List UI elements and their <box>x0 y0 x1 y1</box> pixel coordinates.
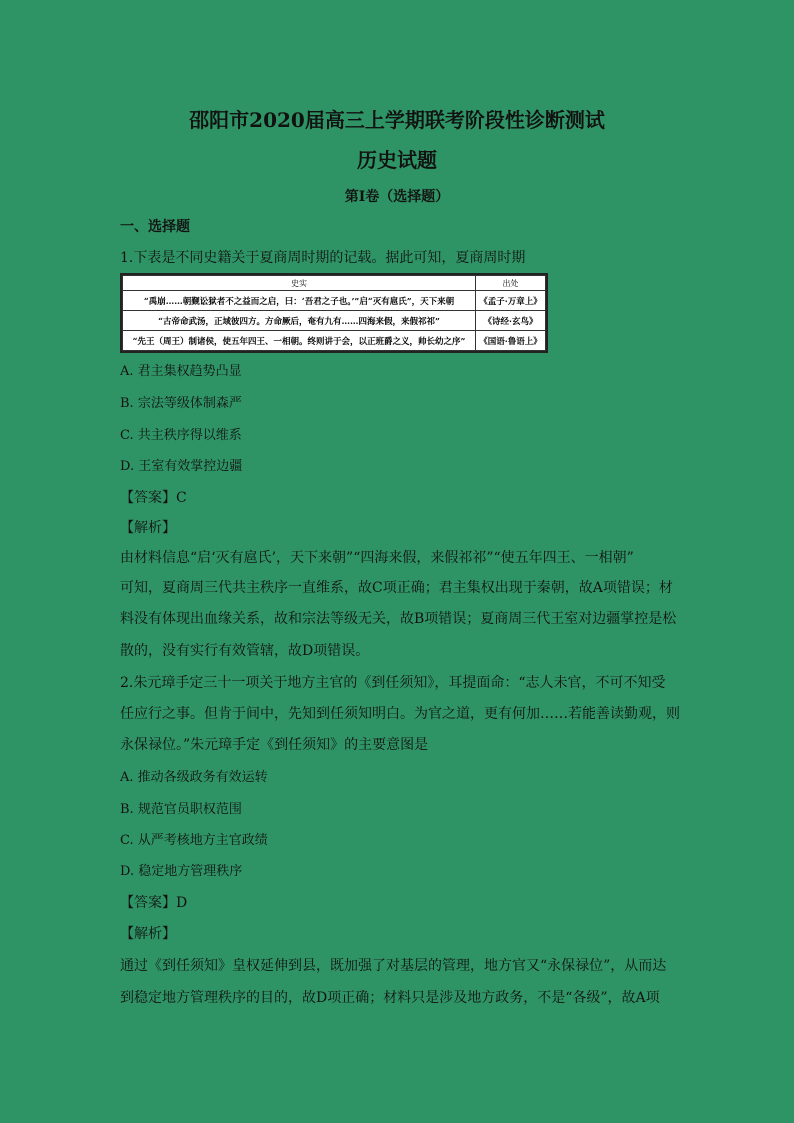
subject-title: 历史试题 <box>357 148 437 172</box>
table-header-fact: 史实 <box>123 276 476 291</box>
question-1-analysis-label: 【解析】 <box>120 520 176 536</box>
question-1-option-d: D. 王室有效掌控边疆 <box>120 459 243 474</box>
question-1-option-c: C. 共主秩序得以维系 <box>120 428 242 443</box>
question-2-answer: 【答案】D <box>120 895 188 911</box>
question-2-stem-line: 任应行之事。但肯于间中，先知到任须知明白。为官之道，更有何加……若能善读勤观，则 <box>120 706 680 722</box>
question-2-analysis-line: 通过《到任须知》皇权延伸到县，既加强了对基层的管理，地方官又“永保禄位”，从而达 <box>120 958 667 974</box>
volume-title: 第Ⅰ卷（选择题） <box>344 189 450 205</box>
table-cell-fact: “禹崩……朝觐讼狱者不之益而之启，曰：‘吾君之子也。’”启“灭有扈氏”，天下来朝 <box>123 291 476 311</box>
question-2-option-c: C. 从严考核地方主官政绩 <box>120 833 268 848</box>
table-cell-source: 《诗经·玄鸟》 <box>476 311 546 331</box>
section-heading: 一、选择题 <box>120 219 190 235</box>
table-cell-fact: “古帝命武汤，正域彼四方。方命厥后，奄有九有……四海来假，来假祁祁” <box>123 311 476 331</box>
table-header-source: 出处 <box>476 276 546 291</box>
question-1-analysis-line: 由材料信息“启‘灭有扈氏’，天下来朝”“四海来假，来假祁祁”“使五年四王、一相朝” <box>120 550 634 566</box>
question-1-analysis-line: 散的，没有实行有效管辖，故D项错误。 <box>120 643 370 659</box>
question-2-option-a: A. 推动各级政务有效运转 <box>120 770 268 785</box>
table-row <box>123 291 546 311</box>
table-cell-source: 《国语·鲁语上》 <box>476 331 546 351</box>
question-2-option-b: B. 规范官员职权范围 <box>120 802 242 817</box>
question-1-analysis-line: 可知，夏商周三代共主秩序一直维系，故C项正确；君主集权出现于秦朝，故A项错误；材 <box>120 580 673 596</box>
question-1-analysis-line: 料没有体现出血缘关系，故和宗法等级无关，故B项错误；夏商周三代王室对边疆掌控是松 <box>120 611 677 627</box>
question-1-stem: 1.下表是不同史籍关于夏商周时期的记载。据此可知，夏商周时期 <box>120 250 526 266</box>
question-2-option-d: D. 稳定地方管理秩序 <box>120 864 243 879</box>
table-row <box>123 331 546 351</box>
source-table <box>120 273 548 353</box>
question-1-answer: 【答案】C <box>120 490 187 506</box>
question-2-analysis-line: 到稳定地方管理秩序的目的，故D项正确；材料只是涉及地方政务，不是“各级”，故A项 <box>120 990 660 1006</box>
exam-title: 邵阳市2020届高三上学期联考阶段性诊断测试 <box>189 108 605 132</box>
table-cell-source: 《孟子·万章上》 <box>476 291 546 311</box>
question-2-analysis-label: 【解析】 <box>120 926 176 942</box>
question-2-stem-line: 永保禄位。”朱元璋手定《到任须知》的主要意图是 <box>120 737 429 753</box>
question-1-option-b: B. 宗法等级体制森严 <box>120 396 242 411</box>
question-2-stem-line: 2.朱元璋手定三十一项关于地方主官的《到任须知》，耳提面命：“志人未官，不可不知受 <box>120 675 666 691</box>
table-cell-fact: “先王（周王）制诸侯，使五年四王、一相朝。终则讲于会，以正班爵之义，帅长幼之序” <box>123 331 476 351</box>
table-row <box>123 311 546 331</box>
question-1-option-a: A. 君主集权趋势凸显 <box>120 364 242 379</box>
